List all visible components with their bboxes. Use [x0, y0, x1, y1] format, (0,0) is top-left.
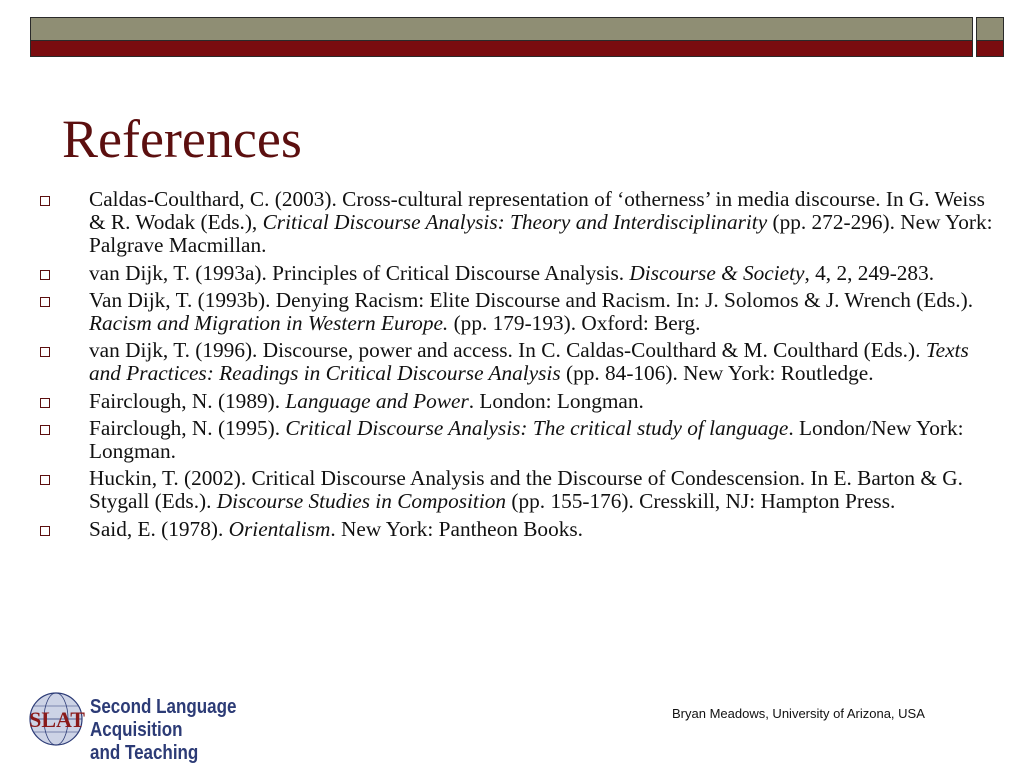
reference-item [36, 289, 994, 335]
reference-text: . New York: Pantheon Books. [330, 516, 583, 541]
reference-text: (pp. 84-106). New York: Routledge. [560, 361, 874, 386]
logo-line-1: Second Language Acquisition [90, 696, 237, 741]
slat-logo [26, 690, 346, 764]
reference-title: Critical Discourse Analysis: The critical study of language [285, 415, 789, 440]
reference-item [36, 339, 994, 385]
reference-title: Language and Power [285, 388, 469, 413]
reference-title: Critical Discourse Analysis: Theory and Interdisciplinarity [262, 210, 768, 235]
square-bullet-icon [40, 347, 50, 357]
reference-item [36, 390, 994, 413]
square-bullet-icon [40, 196, 50, 206]
globe-logo-icon [26, 690, 88, 748]
footer-credit: Bryan Meadows, University of Arizona, USA [672, 706, 925, 721]
reference-text: van Dijk, T. (1996). Discourse, power and access. In C. Caldas-Coulthard & M. Coulthard (Eds.). [89, 338, 926, 363]
reference-text: Van Dijk, T. (1993b). Denying Racism: Elite Discourse and Racism. In: J. Solomos & J. Wrench (Eds.). [89, 287, 974, 312]
reference-text: Fairclough, N. (1989). [89, 388, 286, 413]
reference-text: Caldas-Coulthard, C. (2003). Cross-cultural representation of ‘otherness’ in media discourse. In G. Weiss & R. Wodak (Eds.), [89, 187, 985, 235]
reference-item [36, 417, 994, 463]
slide-title: References [62, 109, 302, 169]
logo-line-2: and Teaching [90, 742, 199, 764]
header-bar-square [976, 17, 1004, 57]
square-bullet-icon [40, 398, 50, 408]
reference-title: Racism and Migration in Western Europe. [89, 311, 449, 336]
square-bullet-icon [40, 297, 50, 307]
reference-text: . London: Longman. [468, 388, 644, 413]
reference-title: Discourse Studies in Composition [216, 489, 507, 514]
reference-item [36, 467, 994, 513]
reference-text: Fairclough, N. (1995). [89, 415, 286, 440]
reference-title: Discourse & Society [629, 260, 805, 285]
header-bar-square-strip [977, 18, 1003, 41]
square-bullet-icon [40, 425, 50, 435]
header-bar-strip [31, 18, 972, 41]
reference-text: Said, E. (1978). [89, 516, 229, 541]
logo-text [90, 696, 308, 765]
reference-text: . London/New York: Longman. [89, 415, 964, 464]
reference-title: Orientalism [228, 516, 331, 541]
reference-text: van Dijk, T. (1993a). Principles of Critical Discourse Analysis. [89, 260, 630, 285]
square-bullet-icon [40, 270, 50, 280]
square-bullet-icon [40, 475, 50, 485]
reference-title: Texts and Practices: Readings in Critical Discourse Analysis [89, 338, 969, 386]
logo-mark-text: SLAT [29, 707, 85, 732]
reference-item [36, 262, 994, 285]
header-bar [30, 17, 973, 57]
reference-text: Huckin, T. (2002). Critical Discourse Analysis and the Discourse of Condescension. In E. Barton & G. Stygall (Eds.). [89, 466, 964, 514]
reference-text: (pp. 272-296). New York: Palgrave Macmillan. [89, 210, 993, 258]
references-list [36, 188, 994, 545]
reference-text: (pp. 155-176). Cresskill, NJ: Hampton Press. [506, 489, 896, 514]
reference-item [36, 518, 994, 541]
reference-text: , 4, 2, 249-283. [804, 260, 935, 285]
reference-text: (pp. 179-193). Oxford: Berg. [448, 311, 701, 336]
square-bullet-icon [40, 526, 50, 536]
reference-item [36, 188, 994, 258]
